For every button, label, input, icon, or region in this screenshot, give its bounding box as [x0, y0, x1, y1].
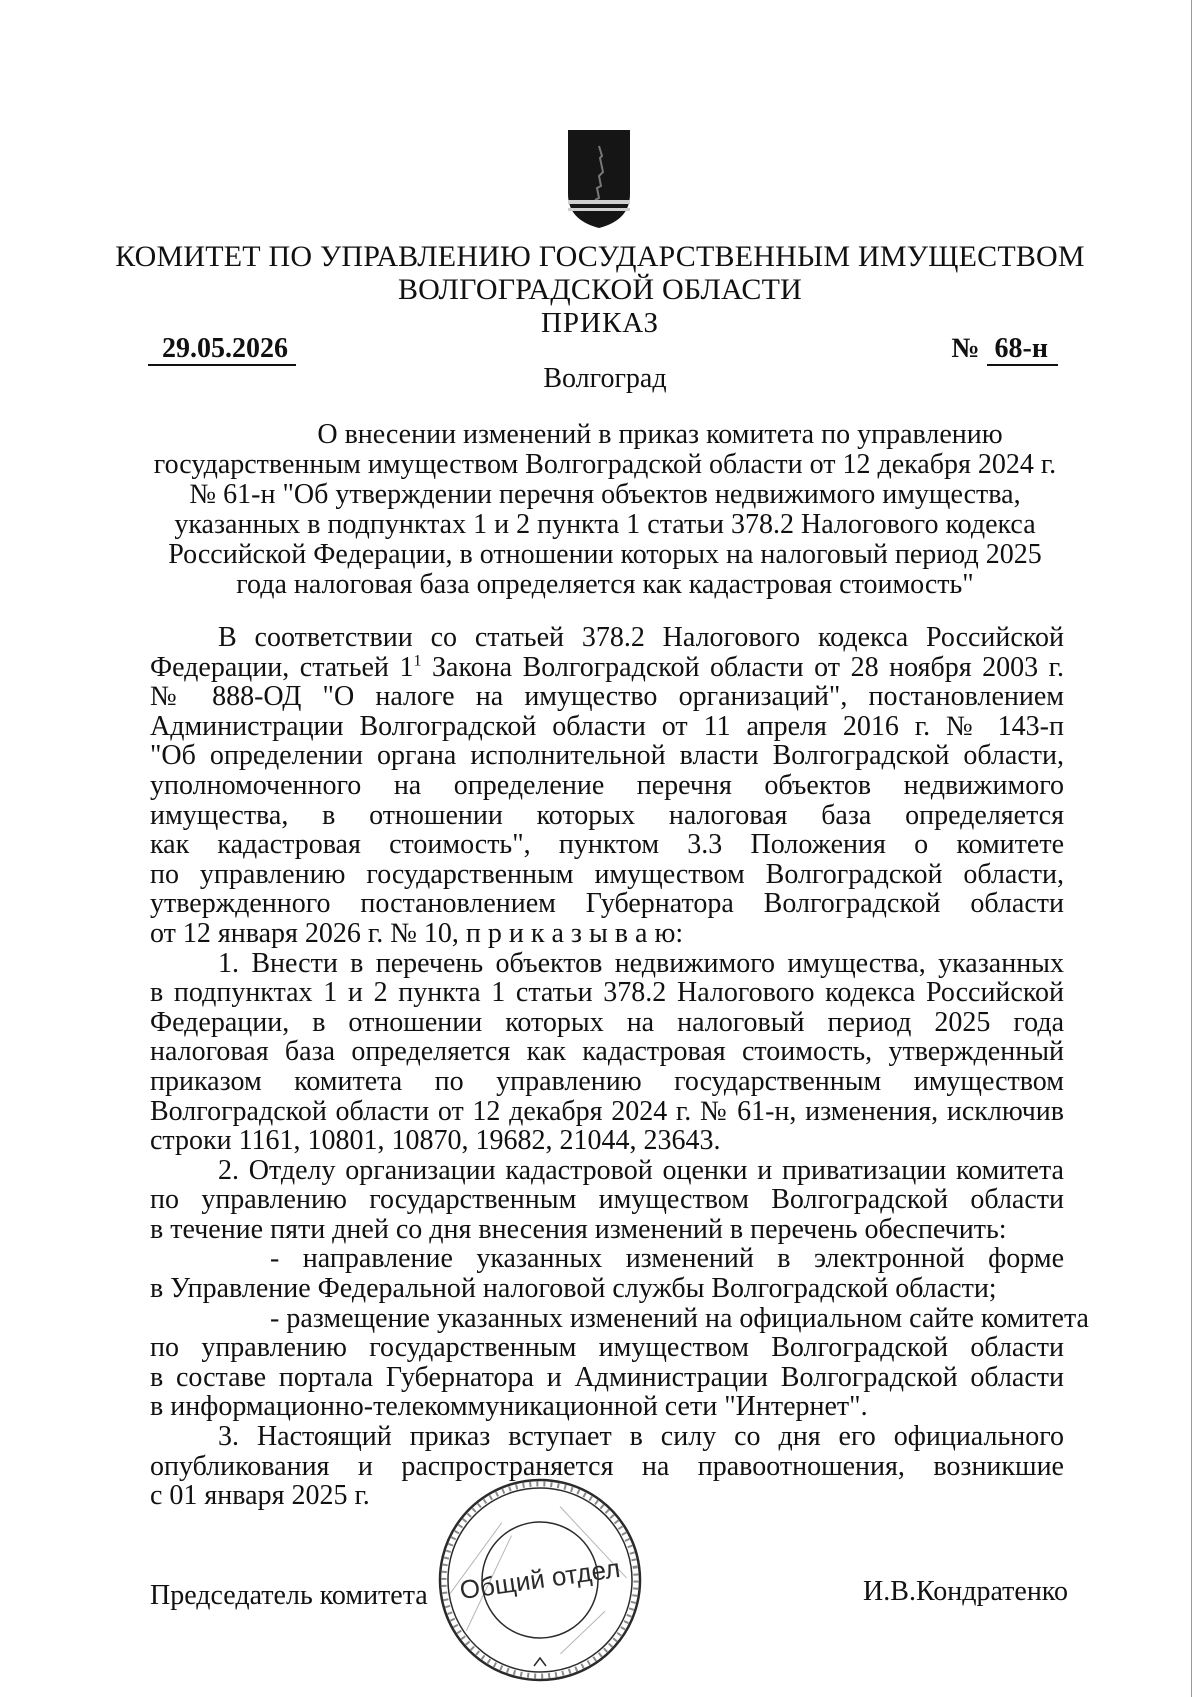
signature-title: Председатель комитета: [150, 1580, 428, 1611]
document-city: Волгоград: [543, 363, 667, 394]
document-type: ПРИКАЗ: [540, 307, 660, 339]
paragraph-preamble: В соответствии со статьей 378.2 Налогового кодекса Российской Федерации, статьей $1^1$ Закона Волгоградской области от 28 ноября 2003 г. № 888-ОД "О налоге на имущество организаций", постановлением Администрации Волгоградской области от 11 апреля 2016 г. № 143-п "Об определении органа исполнительной власти Волгоградской области, уполномоченного на определение перечня объектов недвижимого имущества, в отношении которых налоговая база определяется как кадастровая стоимость", пунктом 3.3 Положения о комитете по управлению государственным имуществом Волгоградской области, утвержденного постановлением Губернатора Волгоградской области от 12 января 2026 г. № 10, п р и к а з ы в а ю:: [150, 622, 1064, 949]
paragraph-item-3: 3. Настоящий приказ вступает в силу со дня его официального опубликования и распространяется на правоотношения, возникшие с 01 января 2025 г.: [150, 1421, 1064, 1512]
paragraph-item-2-bullet-1: - направление указанных изменений в электронной форме в Управление Федеральной налоговой службы Волгоградской области;: [150, 1243, 1064, 1305]
organization-name-line2: ВОЛГОГРАДСКОЙ ОБЛАСТИ: [397, 273, 803, 306]
document-body: [150, 622, 1089, 1512]
document-date: 29.05.2026: [148, 333, 296, 365]
scan-edge-line: [1191, 0, 1192, 1697]
signature-name: И.В.Кондратенко: [863, 1576, 1068, 1607]
coat-of-arms-emblem: [564, 128, 634, 230]
document-subject: О внесении изменений в приказ комитета по управлению государственным имуществом Волгоградской области от 12 декабря 2024 г. № 61-н "Об утверждении перечня объектов недвижимого имущества, указанных в подпунктах 1 и 2 пункта 1 статьи 378.2 Налогового кодекса Российской Федерации, в отношении которых на налоговый период 2025 года налоговая база определяется как кадастровая стоимость": [153, 419, 1057, 600]
paragraph-item-2-bullet-2: - размещение указанных изменений на официальном сайте комитета по управлению государственным имуществом Волгоградской области в составе портала Губернатора и Администрации Волгоградской области в информационно-телекоммуникационной сети "Интернет".: [150, 1302, 1089, 1423]
document-number: № 68-н: [951, 333, 1058, 365]
paragraph-item-2: 2. Отделу организации кадастровой оценки и приватизации комитета по управлению государственным имуществом Волгоградской области в течение пяти дней со дня внесения изменений в перечень обеспечить:: [150, 1154, 1064, 1245]
organization-name-line1: КОМИТЕТ ПО УПРАВЛЕНИЮ ГОСУДАРСТВЕННЫМ ИМУЩЕСТВОМ: [115, 240, 1085, 273]
official-stamp: [430, 1470, 650, 1690]
paragraph-item-1: 1. Внести в перечень объектов недвижимого имущества, указанных в подпунктах 1 и 2 пункта 1 статьи 378.2 Налогового кодекса Российской Федерации, в отношении которых на налоговый период 2025 года налоговая база определяется как кадастровая стоимость, утвержденный приказом комитета по управлению государственным имуществом Волгоградской области от 12 декабря 2024 г. № 61-н, изменения, исключив строки 1161, 10801, 10870, 19682, 21044, 23643.: [150, 947, 1064, 1157]
stamp-center-text: Общий отдел: [457, 1552, 622, 1606]
